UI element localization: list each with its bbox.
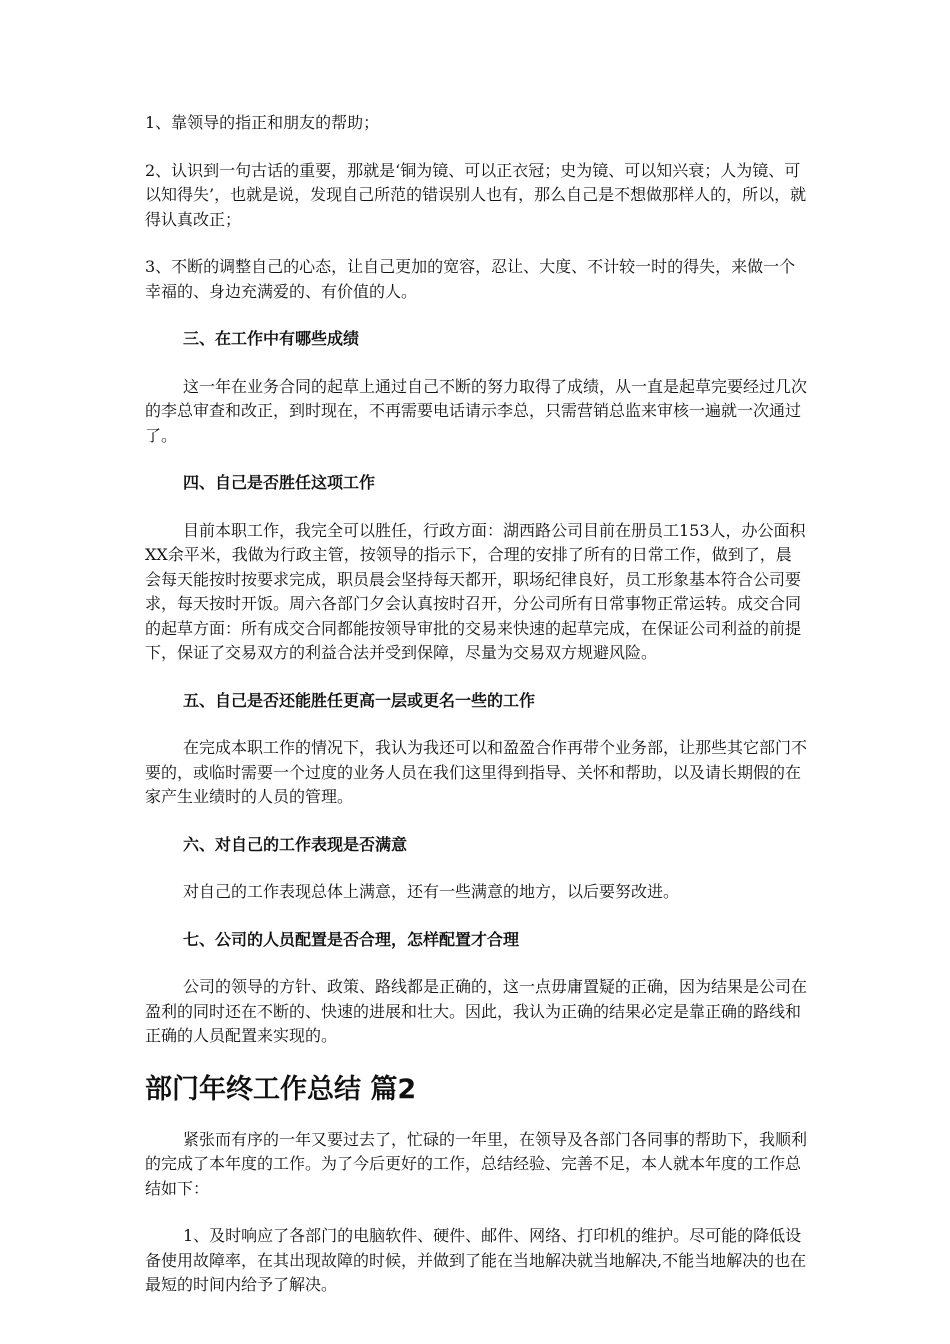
part2-item-1: 1、及时响应了各部门的电脑软件、硬件、邮件、网络、打印机的维护。尽可能的降低设备使用故障率，在其出现故障的时候，并做到了能在当地解决就当地解决,不能当地解决的也在最短的时间内给予了解决。 (145, 1226, 807, 1294)
section-heading-achievements: 三、在工作中有哪些成绩 (183, 329, 360, 348)
section-heading-higher-work: 五、自己是否还能胜任更高一层或更名一些的工作 (183, 690, 536, 710)
section-body-satisfaction: 对自己的工作表现总体上满意，还有一些满意的地方，以后要努改进。 (183, 882, 680, 901)
section-heading-competence: 四、自己是否胜任这项工作 (183, 473, 376, 492)
section-body-higher-work: 在完成本职工作的情况下，我认为我还可以和盈盈合作再带个业务部，让那些其它部门不要的，或临时需要一个过度的业务人员在我们这里得到指导、关怀和帮助，以及请长期假的在家产生业绩时的人员的管理。 (145, 738, 808, 806)
section-body-achievements: 这一年在业务合同的起草上通过自己不断的努力取得了成绩，从一直是起草完要经过几次的李总审查和改正，到时现在，不再需要电话请示李总，只需营销总监来审核一遍就一次通过了。 (145, 376, 808, 445)
part2-intro: 紧张而有序的一年又要过去了，忙碌的一年里，在领导及各部门各同事的帮助下，我顺利的完成了本年度的工作。为了今后更好的工作，总结经验、完善不足，本人就本年度的工作总结如下： (145, 1129, 808, 1198)
section-heading-staffing: 七、公司的人员配置是否合理，怎样配置才合理 (183, 929, 520, 949)
section-body-competence: 目前本职工作，我完全可以胜任，行政方面：湖西路公司目前在册员工153人，办公面积XX余平米，我做为行政主管，按领导的指示下，合理的安排了所有的日常工作，做到了，晨会每天能按时按要求完成，职员晨会坚持每天都开，职场纪律良好，员工形象基本符合公司要求，每天按时开饭。周六各部门夕会认真按时召开，分公司所有日常事物正常运转。成交合同的起草方面：所有成交合同都能按领导审批的交易来快速的起草完成，在保证公司利益的前提下，保证了交易双方的利益合法并受到保障，尽量为交易双方规避风险。 (145, 520, 806, 662)
section-body-staffing: 公司的领导的方针、政策、路线都是正确的，这一点毋庸置疑的正确，因为结果是公司在盈利的同时还在不断的、快速的进展和壮大。因此，我认为正确的结果必定是靠正确的路线和正确的人员配置来实现的。 (145, 977, 808, 1045)
document-body (145, 111, 807, 1321)
section-heading-satisfaction: 六、对自己的工作表现是否满意 (183, 834, 408, 854)
list-item-2: 2、认识到一句古话的重要，那就是‘铜为镜、可以正衣冠；史为镜、可以知兴衰；人为镜、可以知得失’，也就是说，发现自己所范的错误别人也有，那么自己是不想做那样人的，所以，就得认真改正； (145, 160, 807, 229)
list-item-1: 1、靠领导的指正和朋友的帮助； (145, 113, 380, 132)
list-item-3: 3、不断的调整自己的心态，让自己更加的宽容，忍让、大度、不计较一时的得失，来做一个幸福的、身边充满爱的、有价值的人。 (145, 257, 796, 301)
part2-title: 部门年终工作总结 篇2 (145, 1073, 417, 1105)
